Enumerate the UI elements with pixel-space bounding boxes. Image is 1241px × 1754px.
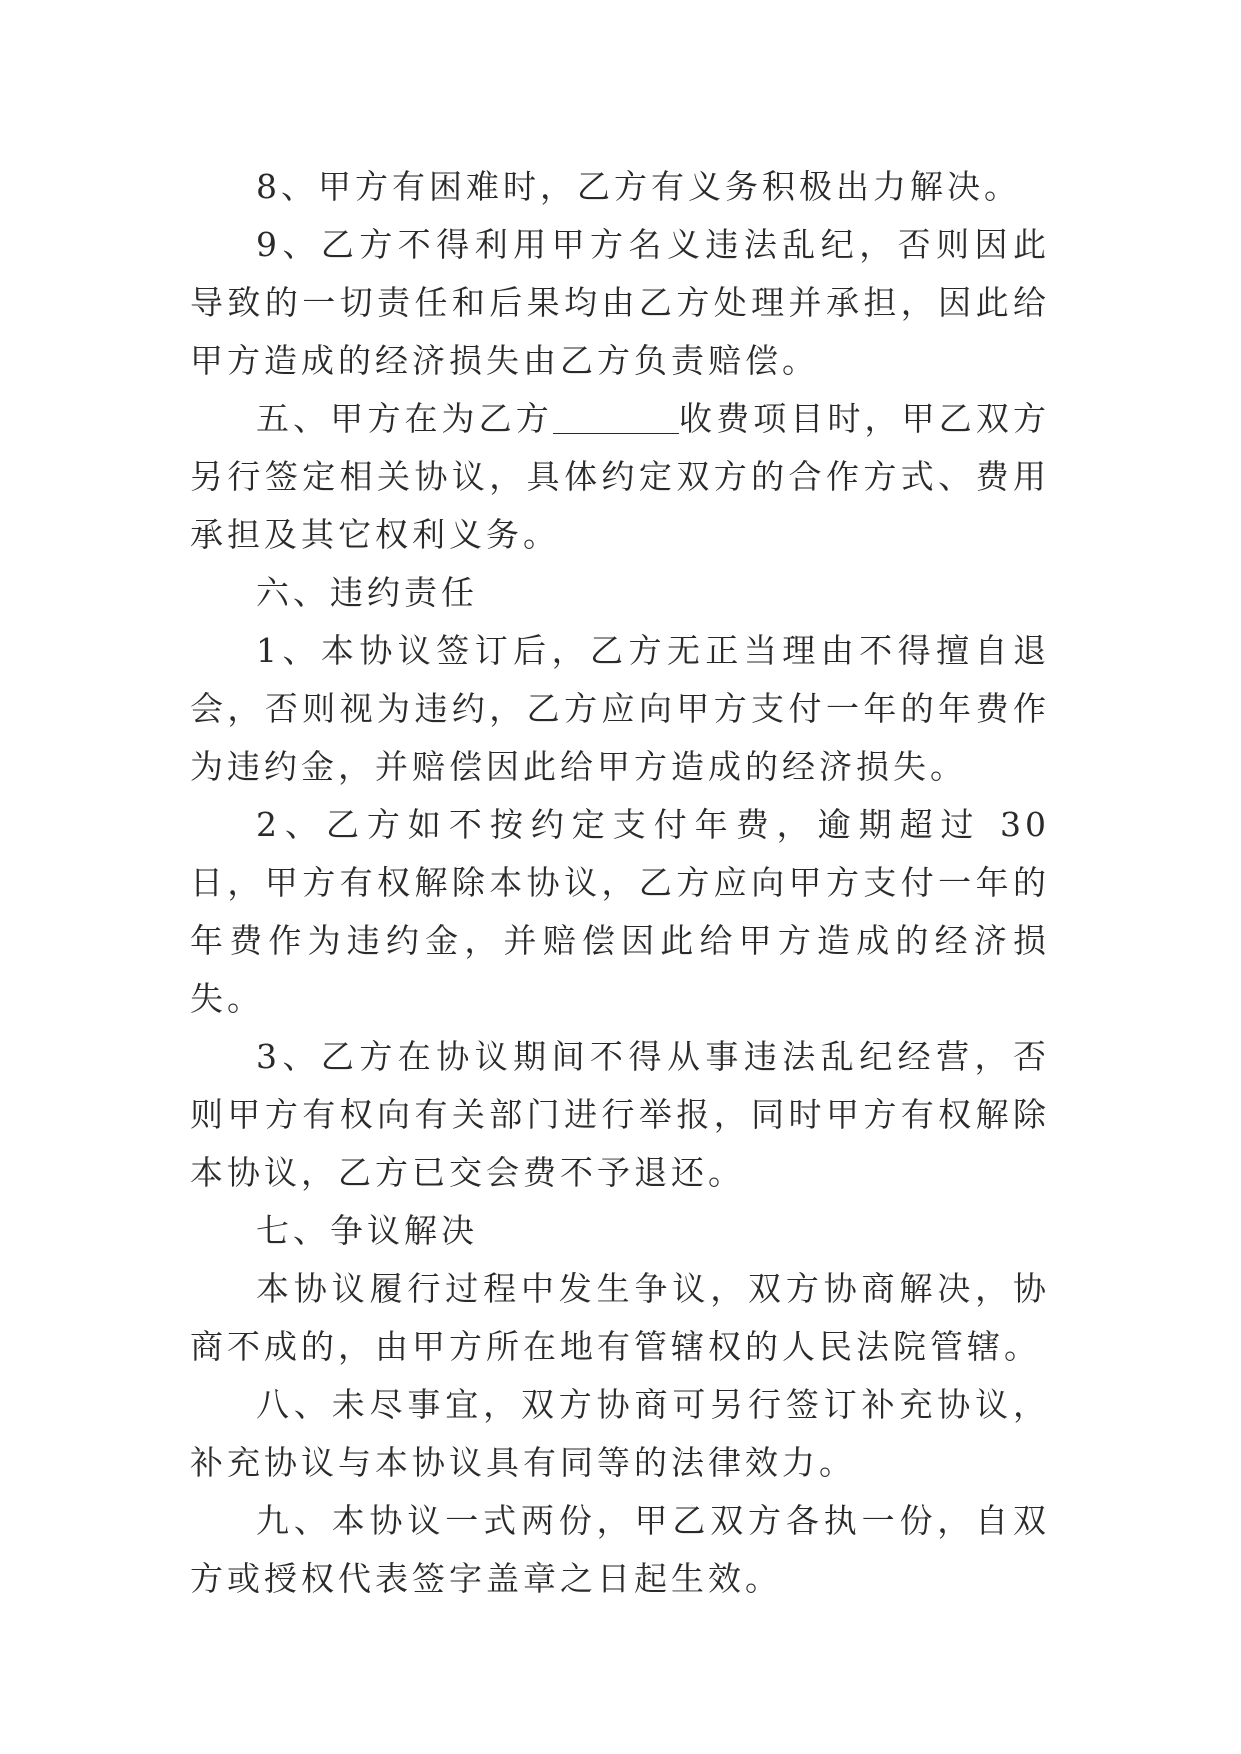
section-7-heading: 七、争议解决: [256, 1211, 478, 1250]
section-5-text-before: 五、甲方在为乙方: [256, 399, 553, 438]
section-5-text-after: 收费项目时，甲乙双方另行签定相关协议，具体约定双方的合作方式、费用承担及其它权利义务。: [190, 399, 1051, 554]
document-body: [190, 158, 1050, 1608]
section-6-clause-2: 2、乙方如不按约定支付年费，逾期超过 30 日，甲方有权解除本协议，乙方应向甲方支付一年的年费作为违约金，并赔偿因此给甲方造成的经济损失。: [190, 805, 1050, 1018]
section-7-text: 本协议履行过程中发生争议，双方协商解决，协商不成的，由甲方所在地有管辖权的人民法院管辖。: [190, 1269, 1050, 1366]
clause-8: 8、甲方有困难时，乙方有义务积极出力解决。: [256, 167, 1021, 206]
fill-in-blank: [553, 400, 679, 434]
section-9: 九、本协议一式两份，甲乙双方各执一份，自双方或授权代表签字盖章之日起生效。: [190, 1501, 1050, 1598]
section-6-clause-1: 1、本协议签订后，乙方无正当理由不得擅自退会，否则视为违约，乙方应向甲方支付一年的年费作为违约金，并赔偿因此给甲方造成的经济损失。: [190, 631, 1050, 786]
section-8: 八、未尽事宜，双方协商可另行签订补充协议，补充协议与本协议具有同等的法律效力。: [190, 1385, 1050, 1482]
section-6-clause-3: 3、乙方在协议期间不得从事违法乱纪经营，否则甲方有权向有关部门进行举报，同时甲方有权解除本协议，乙方已交会费不予退还。: [190, 1037, 1050, 1192]
section-5: [190, 390, 1050, 564]
clause-9: 9、乙方不得利用甲方名义违法乱纪，否则因此导致的一切责任和后果均由乙方处理并承担，因此给甲方造成的经济损失由乙方负责赔偿。: [190, 225, 1050, 380]
section-6-heading: 六、违约责任: [256, 573, 478, 612]
